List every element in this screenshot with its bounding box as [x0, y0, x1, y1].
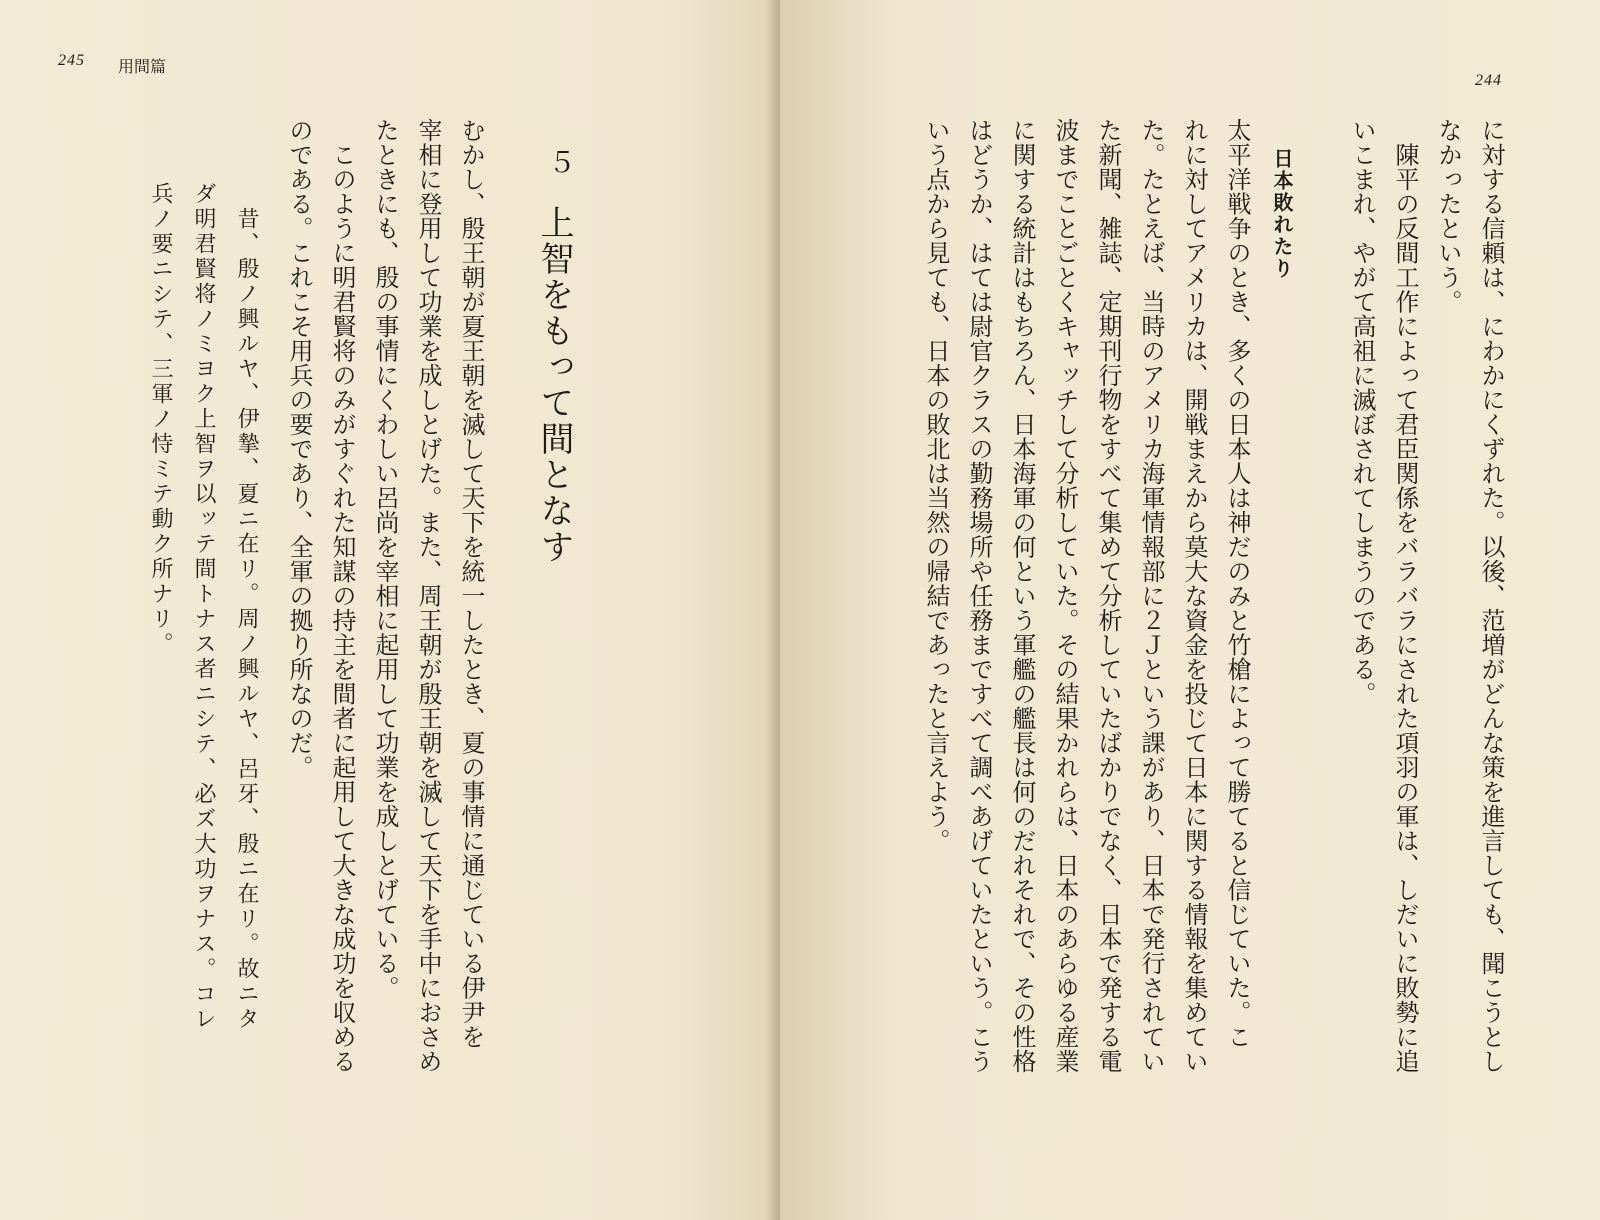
left-body-text: むかし、殷王朝が夏王朝を滅して天下を統一したとき、夏の事情に通じている伊尹を 宰相に登用して功業を成しとげた。また、周王朝が殷王朝を滅して天下を手中におさめ たときにも、殷の事情にくわしい呂尚を宰相に起用して功業を成しとげている。 このように明君賢将のみがすぐれた知謀の持主を間者に起用して大きな成功を収める のである。これこそ用兵の要であり、全軍の拠り所なのだ。	[285, 118, 485, 1074]
right-page	[780, 0, 1600, 1220]
right-body-top: に対する信頼は、にわかにくずれた。以後、范増がどんな策を進言しても、聞こうとし なかったという。 陳平の反間工作によって君臣関係をバラバラにされた項羽の軍は、しだいに敗勢に追 いこまれ、やがて高祖に滅ぼされてしまうのである。	[1348, 118, 1505, 1074]
page-number-left: 245	[58, 52, 85, 69]
chapter-title: 上智をもって間となす	[534, 205, 574, 565]
classical-quote: 昔、殷ノ興ルヤ、伊摯、夏ニ在リ。周ノ興ルヤ、呂牙、殷ニ在リ。故ニタ ダ明君賢将ノミヨク上智ヲ以ッテ間トナス者ニシテ、必ズ大功ヲナス。コレ 兵ノ要ニシテ、三軍ノ恃ミテ動ク所ナリ。	[148, 182, 259, 1032]
left-page	[0, 0, 780, 1220]
right-body-main: 太平洋戦争のとき、多くの日本人は神だのみと竹槍によって勝てると信じていた。こ れに対してアメリカは、開戦まえから莫大な資金を投じて日本に関する情報を集めてい た。たとえば、当時のアメリカ海軍情報部に２Ｊという課があり、日本で発行されてい た新聞、雑誌、定期刊行物をすべて集めて分析していたばかりでなく、日本で発する電 波までことごとくキャッチして分析していた。その結果かれらは、日本のあらゆる産業 に関する統計はもちろん、日本海軍の何という軍艦の艦長は何のだれそれで、その性格 はどうか、はては尉官クラスの勤務場所や任務まですべて調べあげていたという。こう いう点から見ても、日本の敗北は当然の帰結であったと言えよう。	[922, 118, 1251, 1074]
running-head: 用間篇	[118, 57, 167, 76]
page-number-right: 244	[1475, 72, 1502, 89]
section-subheading: 日本敗れたり	[1270, 148, 1294, 280]
chapter-number: ５	[544, 148, 577, 176]
